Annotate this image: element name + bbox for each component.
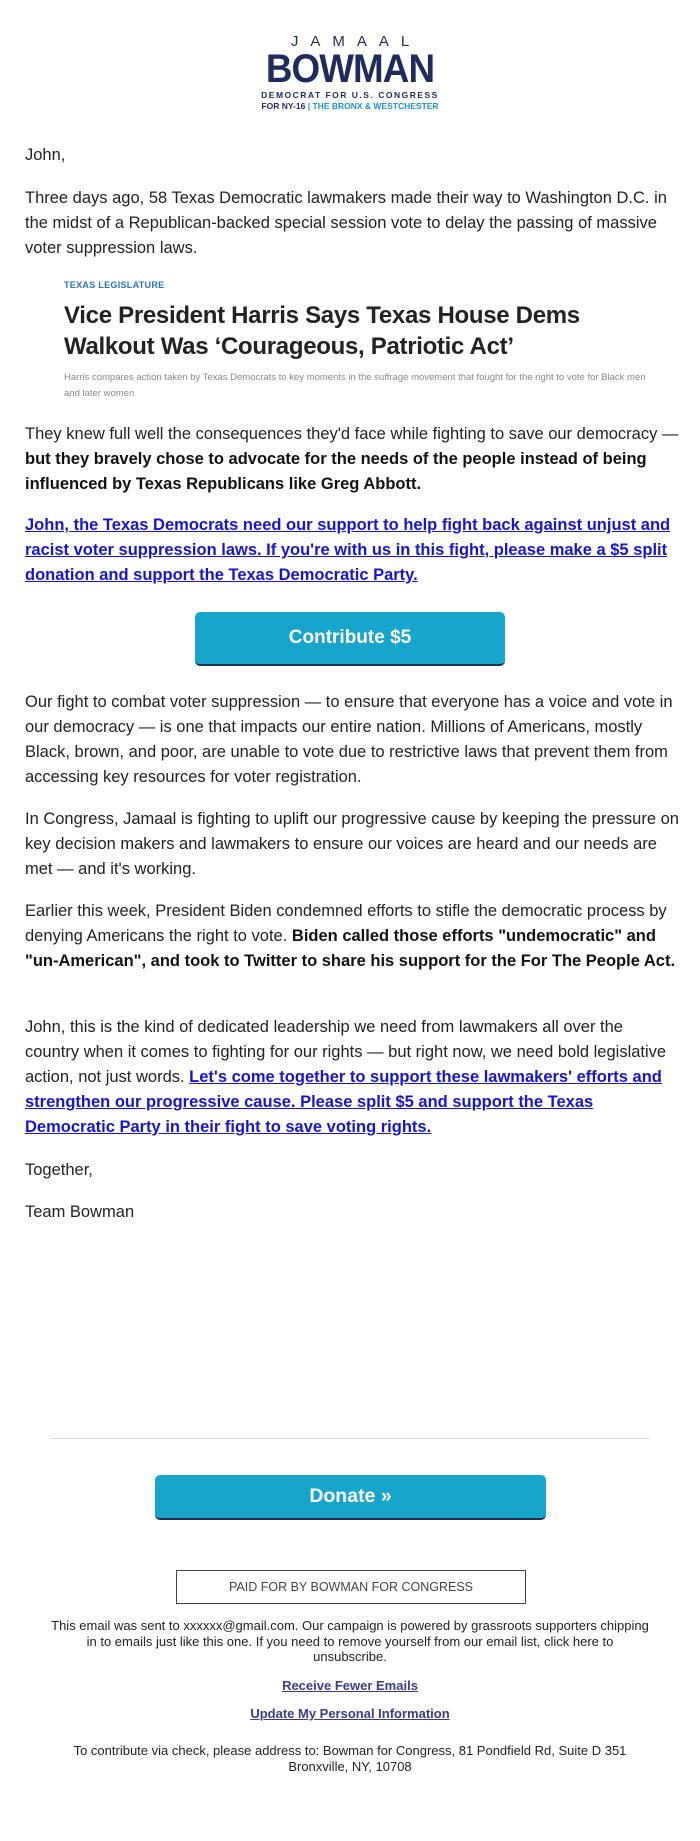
paragraph-congress: [25, 807, 680, 882]
paragraph-leadership: [25, 1015, 680, 1140]
paragraph-biden-bold: Biden called those efforts "undemocratic" and "un-American", and took to Twitter to share his support for the For The People Act.: [25, 927, 676, 970]
article-headline[interactable]: Vice President Harris Says Texas House Dems Walkout Was ‘Courageous, Patriotic Act’: [64, 302, 580, 360]
footer-divider: [50, 1438, 650, 1439]
paragraph-consequences: [25, 422, 680, 497]
paragraph-biden: [25, 899, 680, 974]
split-donation-link[interactable]: Let's come together to support these lawmakers' efforts and strengthen our progressive cause. Please split $5 and support the Texas Democratic Party in their fight to save voting rights.: [25, 1068, 662, 1136]
footer-address: To contribute via check, please address to: Bowman for Congress, 81 Pondfield Rd, Suite D 351 Bronxville, NY, 10708: [73, 1743, 627, 1774]
logo-tagline: DEMOCRAT FOR U.S. CONGRESS: [261, 90, 439, 100]
logo-last-name: BOWMAN: [265, 47, 435, 91]
logo-first-name: JAMAAL: [290, 33, 422, 50]
logo-district-separator: |: [307, 101, 311, 111]
paragraph-consequences-text: They knew full well the consequences they'd face while fighting to save our democracy —: [25, 425, 679, 443]
logo-district-area: THE BRONX & WESTCHESTER: [312, 101, 439, 111]
paragraph-donation-appeal: [25, 513, 680, 588]
signoff: Together,: [25, 1161, 93, 1179]
donate-button[interactable]: Donate »: [155, 1475, 546, 1520]
update-personal-info-link[interactable]: Update My Personal Information: [250, 1706, 450, 1721]
news-article-card[interactable]: [64, 280, 654, 402]
logo-district: [0, 101, 700, 112]
paragraph-intro: [25, 186, 680, 261]
paragraph-biden-text: Earlier this week, President Biden condemned efforts to stifle the democratic process by denying Americans the right to vote.: [25, 902, 667, 945]
contribute-5-button[interactable]: Contribute $5: [195, 612, 505, 666]
paid-for-disclaimer: PAID FOR BY BOWMAN FOR CONGRESS: [176, 1570, 526, 1604]
receive-fewer-emails-link[interactable]: Receive Fewer Emails: [282, 1678, 418, 1693]
donation-appeal-link[interactable]: John, the Texas Democrats need our support to help fight back against unjust and racist voter suppression laws. If you're with us in this fight, please make a $5 split donation and support the Texas Democratic Party.: [25, 516, 671, 584]
article-caption: Harris compares action taken by Texas Democrats to key moments in the suffrage movement that fought for the right to vote for Black men and later women: [64, 372, 646, 399]
paragraph-consequences-bold: but they bravely chose to advocate for the needs of the people instead of being influenced by Texas Republicans like Greg Abbott.: [25, 450, 647, 493]
footer-notice[interactable]: This email was sent to xxxxxx@gmail.com. Our campaign is powered by grassroots supporters chipping in to emails just like this one. If you need to remove yourself from our email list, click here to unsubscribe.: [51, 1618, 649, 1664]
greeting: John,: [25, 146, 66, 164]
paragraph-leadership-text: John, this is the kind of dedicated leadership we need from lawmakers all over the country when it comes to fighting for our rights — but right now, we need bold legislative action, not just words.: [25, 1018, 667, 1086]
logo-district-number: FOR NY-16: [261, 101, 306, 111]
bowman-logo: [0, 34, 700, 112]
paragraph-intro-text: Three days ago, 58 Texas Democratic lawmakers made their way to Washington D.C. in the midst of a Republican-backed special session vote to delay the passing of massive voter suppression laws.: [25, 189, 667, 257]
paragraph-voter-suppression-text: Our fight to combat voter suppression — to ensure that everyone has a voice and vote in our democracy — is one that impacts our entire nation. Millions of Americans, mostly Black, brown, and poor, are unable to vote due to restrictive laws that prevent them from accessing key resources for voter registration.: [25, 693, 673, 786]
paragraph-congress-text: In Congress, Jamaal is fighting to uplift our progressive cause by keeping the pressure on key decision makers and lawmakers to ensure our voices are heard and our needs are met — and it's working.: [25, 810, 679, 878]
signature: Team Bowman: [25, 1203, 135, 1221]
paragraph-voter-suppression: [25, 690, 680, 790]
article-category: TEXAS LEGISLATURE: [64, 280, 165, 290]
